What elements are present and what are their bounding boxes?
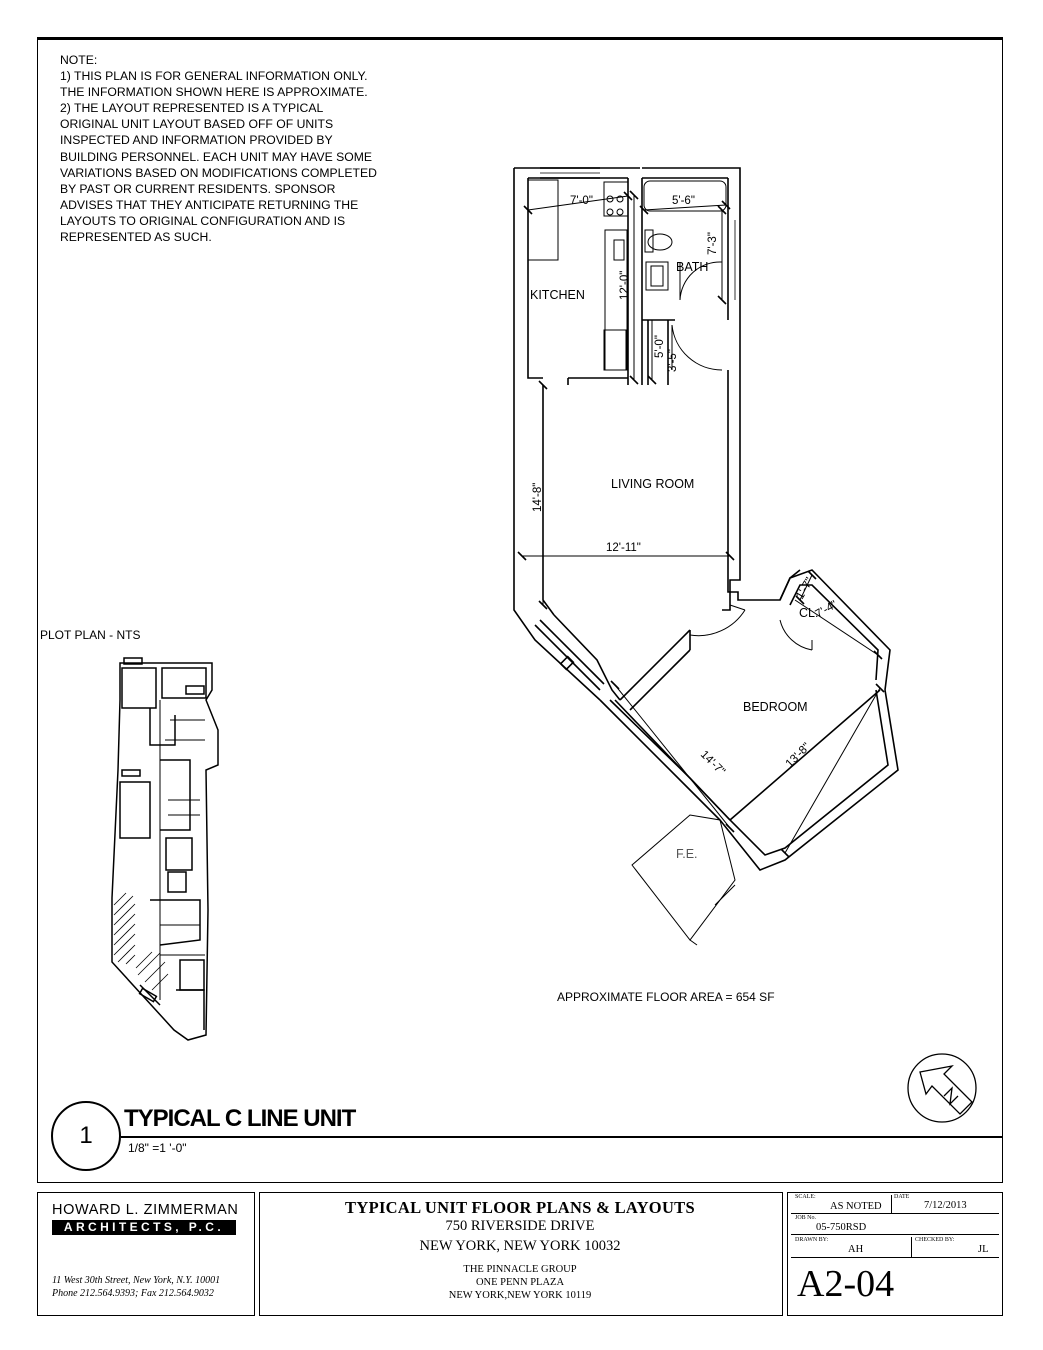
dim-bedroom-b: 13'-8": [783, 740, 813, 771]
dim-bath-depth: 7'-3": [707, 232, 719, 255]
dim-hall-length: 5'-0": [654, 335, 666, 358]
room-label-living: LIVING ROOM: [611, 477, 695, 491]
checked-label: CHECKED BY:: [915, 1237, 955, 1243]
dim-living-width: 12'-11": [606, 542, 641, 554]
project-address-1: 750 RIVERSIDE DRIVE: [445, 1218, 595, 1234]
dim-kitchen-width: 7'-0": [570, 195, 593, 207]
job-label: JOB No.: [795, 1215, 817, 1221]
kitchen-fixtures: [528, 180, 628, 370]
firm-name: HOWARD L. ZIMMERMAN: [52, 1202, 239, 1218]
job-value: 05-750RSD: [816, 1222, 867, 1233]
scale-label: SCALE:: [795, 1194, 816, 1200]
firm-sub: ARCHITECTS, P.C.: [52, 1220, 236, 1235]
drawing-number-badge: [51, 1101, 121, 1171]
room-label-closet: CL.: [799, 606, 819, 620]
drawing-title: TYPICAL C LINE UNIT: [124, 1105, 356, 1132]
scale-value: AS NOTED: [830, 1201, 882, 1212]
dim-hall-width: 3'-5": [667, 349, 679, 372]
firm-address: 11 West 30th Street, New York, N.Y. 10001 Phone 212.564.9393; Fax 212.564.9032: [52, 1275, 221, 1299]
floor-area: APPROXIMATE FLOOR AREA = 654 SF: [557, 990, 775, 1004]
dim-kitchen-depth: 12'-0": [619, 270, 631, 300]
room-label-kitchen: KITCHEN: [530, 288, 585, 302]
drawing-number: 1: [79, 1122, 93, 1149]
drawn-label: DRAWN BY:: [795, 1237, 829, 1243]
dim-living-depth: 14'-8": [532, 482, 544, 512]
date-value: 7/12/2013: [924, 1200, 967, 1211]
dim-bath-width: 5'-6": [672, 195, 695, 207]
dim-closet-depth: 1'-7": [794, 575, 817, 602]
info-divider-2: [911, 1237, 912, 1257]
info-rule-1: [791, 1213, 999, 1214]
general-note: NOTE: 1) THIS PLAN IS FOR GENERAL INFORMATION ONLY. THE INFORMATION SHOWN HERE IS APPROXIMATE. 2) THE LAYOUT REPRESENTED IS A TYPICAL ORIGINAL UNIT LAYOUT BASED OFF OF UNITS INSPECTED AND INFORMATION PROVIDED BY BUILDING PERSONNEL. EACH UNIT MAY HAVE SOME VARIATIONS BASED ON MODIFICATIONS COMPLETED BY PAST OR CURRENT RESIDENTS. SPONSOR ADVISES THAT THEY ANTICIPATE RETURNING THE LAYOUTS TO ORIGINAL CONFIGURATION AND IS REPRESENTED AS SUCH.: [60, 53, 377, 245]
title-underline: [121, 1136, 1003, 1138]
north-arrow-icon: [908, 1054, 976, 1122]
drawing-scale: 1/8" =1 '-0": [128, 1141, 187, 1155]
info-rule-2: [791, 1234, 999, 1235]
info-divider-1: [891, 1195, 892, 1213]
info-rule-3: [791, 1257, 999, 1258]
plot-plan-label: PLOT PLAN - NTS: [40, 628, 141, 642]
dim-closet-width: 7'-4": [813, 598, 840, 621]
project-title: TYPICAL UNIT FLOOR PLANS & LAYOUTS: [345, 1198, 695, 1217]
owner-info: THE PINNACLE GROUP ONE PENN PLAZA NEW YORK,NEW YORK 10119: [448, 1264, 592, 1301]
date-label: DATE: [894, 1194, 910, 1200]
sheet-number: A2-04: [797, 1263, 895, 1305]
dim-bedroom-a: 14'-7": [697, 748, 728, 778]
checked-value: JL: [978, 1244, 989, 1255]
room-label-bedroom: BEDROOM: [743, 700, 808, 714]
room-label-fire-escape: F.E.: [676, 847, 698, 861]
fire-escape: [632, 815, 735, 945]
room-label-bath: BATH: [676, 260, 709, 274]
plot-plan-diagram: [112, 658, 218, 1040]
drawn-value: AH: [848, 1244, 864, 1255]
project-address-2: NEW YORK, NEW YORK 10032: [419, 1238, 621, 1254]
